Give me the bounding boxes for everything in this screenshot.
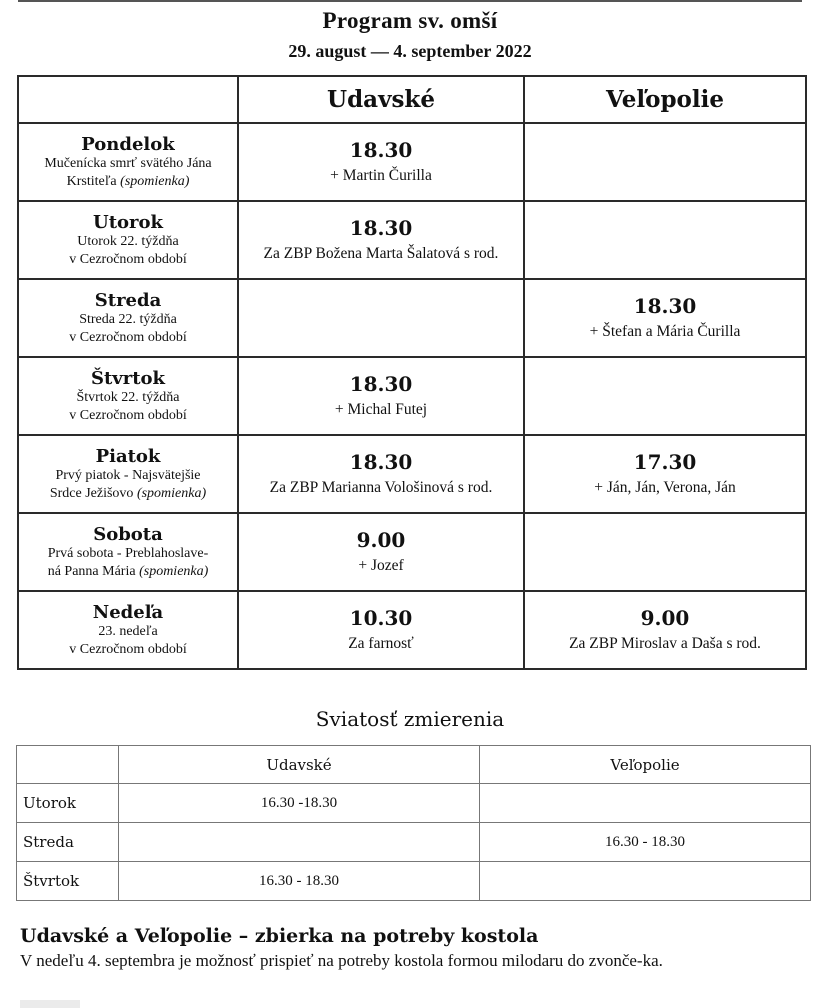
mass-intention: + Ján, Ján, Verona, Ján: [594, 479, 736, 496]
mass-time: 17.30: [633, 450, 697, 474]
day-description-note: (spomienka): [136, 485, 207, 501]
mass-table-row: [18, 123, 806, 201]
header-velopolie: Veľopolie: [524, 76, 806, 123]
udavske-cell: [238, 591, 524, 669]
mass-time: 9.00: [356, 528, 406, 552]
day-description-line2: [19, 563, 237, 581]
day-description-line2: [19, 485, 237, 503]
velopolie-cell: [524, 435, 806, 513]
day-description-note: (spomienka): [120, 173, 190, 189]
conf-velopolie-time: 16.30 - 18.30: [480, 823, 811, 862]
confession-table-row: [17, 823, 811, 862]
velopolie-cell: [524, 279, 806, 357]
day-name: Streda: [94, 289, 162, 311]
day-cell: [18, 357, 238, 435]
mass-time: 18.30: [633, 294, 697, 318]
day-name: Piatok: [95, 445, 161, 467]
day-description-line1: Prvá sobota - Preblahoslave-: [47, 545, 209, 561]
day-description-text: Krstiteľa: [66, 173, 117, 189]
day-description-line1: Štvrtok 22. týždňa: [76, 389, 180, 405]
mass-intention: Za ZBP Miroslav a Daša s rod.: [569, 635, 761, 652]
udavske-cell: [238, 435, 524, 513]
mass-time: 18.30: [349, 450, 413, 474]
velopolie-cell: [524, 201, 806, 279]
mass-intention: + Jozef: [358, 557, 404, 574]
conf-header-empty: [17, 746, 119, 784]
day-name: Sobota: [93, 523, 163, 545]
conf-header-velopolie: Veľopolie: [480, 746, 811, 784]
velopolie-cell: [524, 123, 806, 201]
velopolie-cell: [524, 357, 806, 435]
mass-intention: Za ZBP Božena Marta Šalatová s rod.: [263, 245, 499, 262]
day-description-line2: [19, 407, 237, 425]
day-description-line2: [19, 251, 237, 269]
mass-table-row: [18, 591, 806, 669]
day-name: Pondelok: [81, 133, 175, 155]
udavske-cell: [238, 201, 524, 279]
conf-day: Utorok: [17, 784, 119, 823]
day-cell: [18, 123, 238, 201]
day-description-text: v Cezročnom období: [69, 251, 187, 267]
mass-time: 10.30: [349, 606, 413, 630]
conf-velopolie-time: [480, 862, 811, 901]
day-description-text: v Cezročnom období: [69, 641, 187, 657]
header-empty: [18, 76, 238, 123]
udavske-cell: [238, 357, 524, 435]
mass-intention: Za farnosť: [348, 635, 414, 652]
day-name: Štvrtok: [90, 367, 166, 389]
mass-table-row: [18, 513, 806, 591]
conf-udavske-time: 16.30 -18.30: [119, 784, 480, 823]
mass-table-header: [18, 76, 806, 123]
notice-body: V nedeľu 4. septembra je možnosť prispieť na potreby kostola formou milodaru do zvonče-ka.: [20, 951, 663, 970]
day-cell: [18, 435, 238, 513]
day-cell: [18, 279, 238, 357]
velopolie-cell: [524, 591, 806, 669]
mass-intention: + Michal Futej: [334, 401, 428, 418]
day-description-line2: [19, 173, 237, 191]
day-cell: [18, 201, 238, 279]
cropped-text-fragment: [20, 1000, 80, 1008]
conf-udavske-time: 16.30 - 18.30: [119, 862, 480, 901]
conf-day: Streda: [17, 823, 119, 862]
confession-table-row: [17, 784, 811, 823]
date-range: 29. august — 4. september 2022: [288, 41, 532, 61]
header-udavske: Udavské: [238, 76, 524, 123]
conf-velopolie-time: [480, 784, 811, 823]
velopolie-cell: [524, 513, 806, 591]
day-cell: [18, 513, 238, 591]
mass-table-row: [18, 201, 806, 279]
day-description-text: ná Panna Mária: [47, 563, 136, 579]
mass-time: 9.00: [640, 606, 690, 630]
day-description-line1: Utorok 22. týždňa: [77, 233, 179, 249]
conf-header-udavske: Udavské: [119, 746, 480, 784]
mass-time: 18.30: [349, 372, 413, 396]
mass-table-row: [18, 279, 806, 357]
conf-day: Štvrtok: [17, 862, 119, 901]
day-description-text: v Cezročnom období: [69, 329, 187, 345]
day-description-line1: 23. nedeľa: [98, 623, 158, 639]
mass-table-row: [18, 435, 806, 513]
day-description-text: Srdce Ježišovo: [49, 485, 134, 501]
day-description-line1: Streda 22. týždňa: [79, 311, 177, 327]
mass-time: 18.30: [349, 138, 413, 162]
day-name: Utorok: [93, 211, 163, 233]
day-description-line1: Prvý piatok - Najsvätejšie: [55, 467, 201, 483]
confession-table-row: [17, 862, 811, 901]
day-name: Nedeľa: [92, 601, 164, 623]
udavske-cell: [238, 123, 524, 201]
confession-table-header: [17, 746, 811, 784]
day-description-note: (spomienka): [139, 563, 209, 579]
confession-title: Sviatosť zmierenia: [315, 707, 505, 731]
day-description-line2: [19, 641, 237, 659]
mass-intention: Za ZBP Marianna Vološinová s rod.: [269, 479, 493, 496]
confession-table: [16, 745, 811, 901]
mass-time: 18.30: [349, 216, 413, 240]
mass-schedule-table: [17, 75, 807, 670]
mass-table-row: [18, 357, 806, 435]
day-description-line2: [19, 329, 237, 347]
top-rule: [18, 0, 802, 2]
mass-intention: + Martin Čurilla: [330, 167, 432, 184]
day-description-text: v Cezročnom období: [69, 407, 187, 423]
udavske-cell: [238, 279, 524, 357]
day-cell: [18, 591, 238, 669]
notice-heading: Udavské a Veľopolie – zbierka na potreby kostola: [20, 925, 539, 947]
day-description-line1: Mučenícka smrť svätého Jána: [44, 155, 212, 171]
conf-udavske-time: [119, 823, 480, 862]
udavske-cell: [238, 513, 524, 591]
page-title: Program sv. omší: [322, 8, 498, 33]
mass-intention: + Štefan a Mária Čurilla: [589, 323, 741, 340]
